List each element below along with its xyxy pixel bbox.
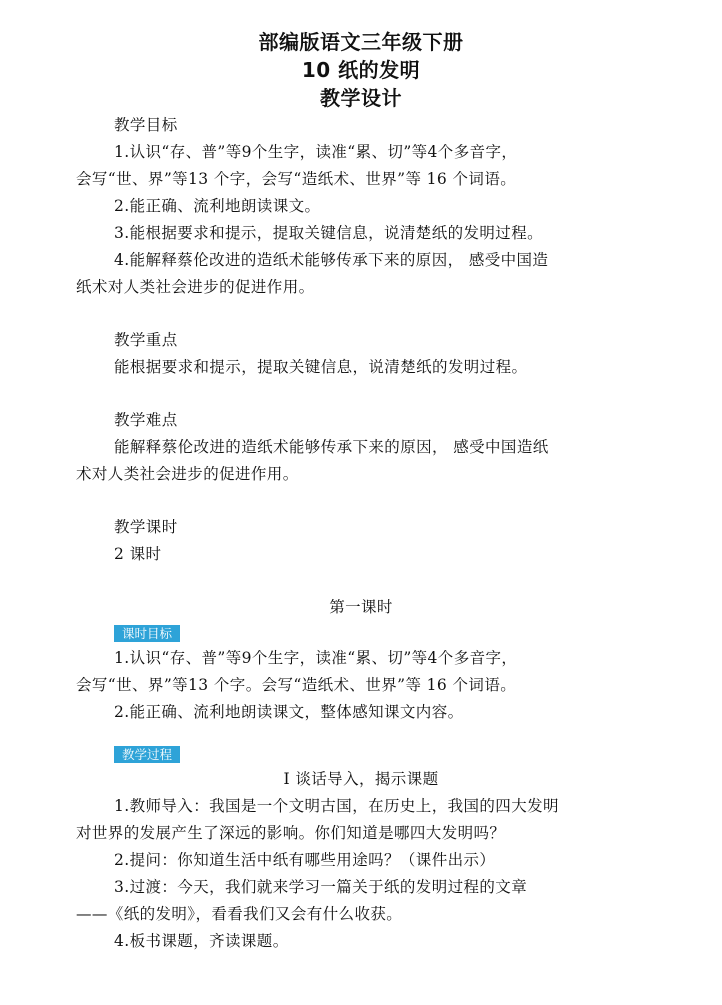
document-body bbox=[76, 112, 646, 955]
goal-item-3: 3.能根据要求和提示，提取关键信息，说清楚纸的发明过程。 bbox=[114, 224, 543, 242]
lesson-goal-1b: 会写“世、界”等13 个字。会写“造纸术、世界”等 16 个词语。 bbox=[76, 676, 517, 694]
step-2: 2.提问：你知道生活中纸有哪些用途吗？（课件出示） bbox=[114, 851, 496, 869]
teaching-process-tag: 教学过程 bbox=[114, 746, 180, 763]
hours-text: 2 课时 bbox=[114, 545, 162, 563]
title-textbook: 部编版语文三年级下册 bbox=[258, 30, 464, 54]
difficulty-text-a: 能解释蔡伦改进的造纸术能够传承下来的原因， 感受中国造纸 bbox=[114, 438, 549, 456]
key-point-text: 能根据要求和提示，提取关键信息，说清楚纸的发明过程。 bbox=[114, 358, 528, 376]
goal-item-1b: 会写“世、界”等13 个字，会写“造纸术、世界”等 16 个词语。 bbox=[76, 170, 517, 188]
step-1a: 1.教师导入：我国是一个文明古国，在历史上，我国的四大发明 bbox=[114, 797, 559, 815]
goals-heading: 教学目标 bbox=[114, 116, 178, 134]
difficulty-text-b: 术对人类社会进步的促进作用。 bbox=[76, 465, 299, 483]
goal-item-4a: 4.能解释蔡伦改进的造纸术能够传承下来的原因， 感受中国造 bbox=[114, 251, 549, 269]
step-4: 4.板书课题，齐读课题。 bbox=[114, 932, 289, 950]
key-point-heading: 教学重点 bbox=[114, 331, 178, 349]
goal-item-2: 2.能正确、流利地朗读课文。 bbox=[114, 197, 321, 215]
difficulty-heading: 教学难点 bbox=[114, 411, 178, 429]
step-3b: ——《纸的发明》，看看我们又会有什么收获。 bbox=[76, 905, 403, 923]
lesson-goal-tag: 课时目标 bbox=[114, 625, 180, 642]
hours-heading: 教学课时 bbox=[114, 518, 178, 536]
goal-item-1a: 1.认识“存、普”等9个生字，读准“累、切”等4个多音字， bbox=[114, 143, 518, 161]
section-title: Ⅰ 谈话导入，揭示课题 bbox=[283, 770, 439, 788]
lesson-goal-2: 2.能正确、流利地朗读课文，整体感知课文内容。 bbox=[114, 703, 464, 721]
lesson-goal-1a: 1.认识“存、普”等9个生字，读准“累、切”等4个多音字， bbox=[114, 649, 518, 667]
step-1b: 对世界的发展产生了深远的影响。你们知道是哪四大发明吗？ bbox=[76, 824, 506, 842]
title-lesson: 10 纸的发明 bbox=[301, 58, 421, 82]
lesson-title: 第一课时 bbox=[329, 598, 393, 616]
document-title bbox=[0, 28, 722, 112]
goal-item-4b: 纸术对人类社会进步的促进作用。 bbox=[76, 278, 315, 296]
step-3a: 3.过渡：今天，我们就来学习一篇关于纸的发明过程的文章 bbox=[114, 878, 528, 896]
title-design: 教学设计 bbox=[320, 86, 402, 110]
